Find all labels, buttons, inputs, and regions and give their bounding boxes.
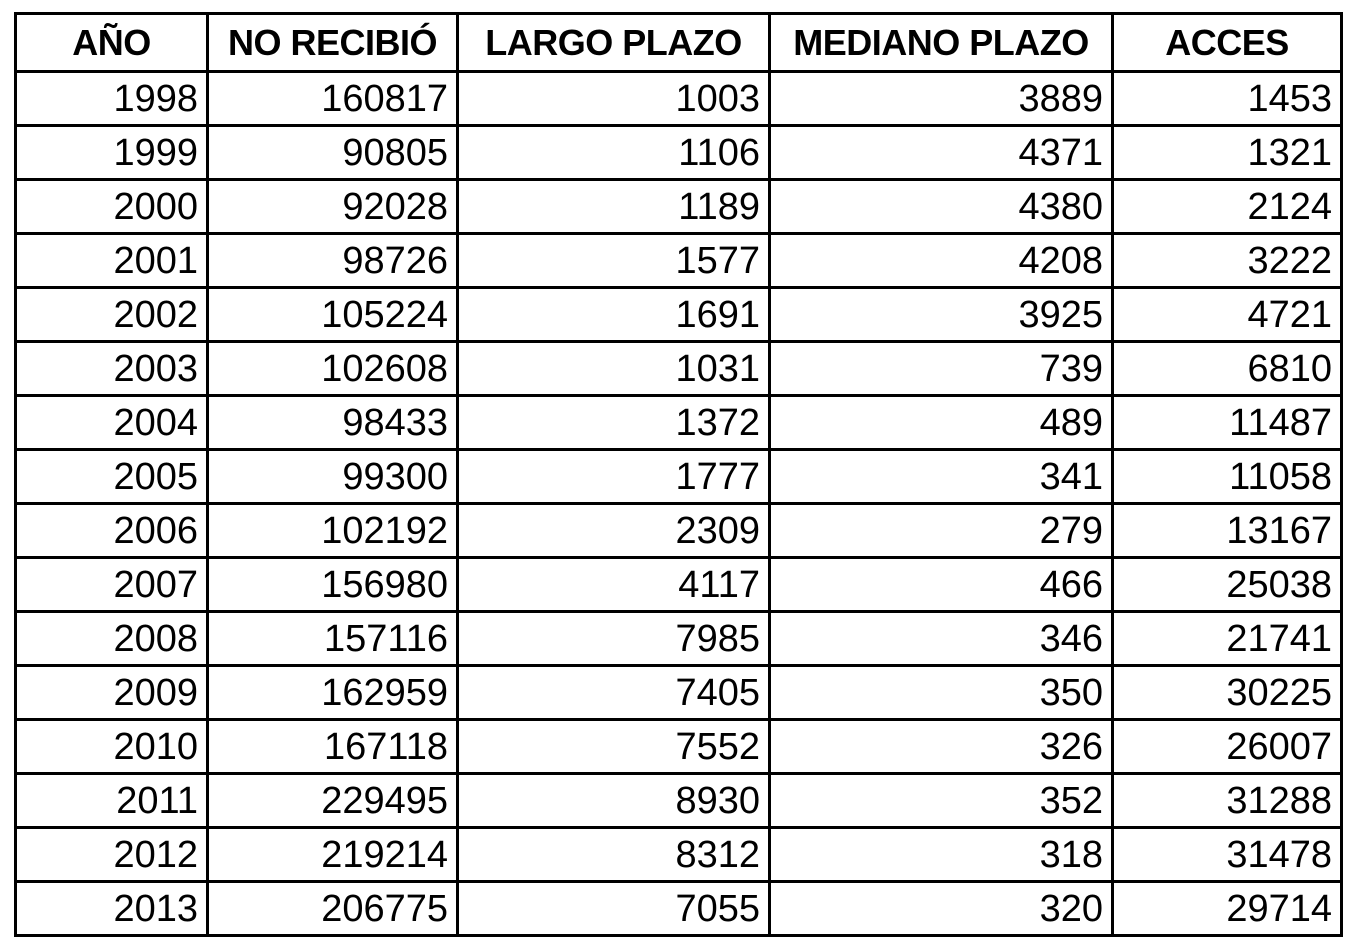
cell-largo-plazo: 1577	[458, 234, 770, 288]
cell-ano: 2005	[16, 450, 208, 504]
cell-largo-plazo: 7405	[458, 666, 770, 720]
column-header-mediano-plazo: MEDIANO PLAZO	[770, 14, 1113, 72]
cell-acces: 11487	[1113, 396, 1342, 450]
cell-largo-plazo: 1106	[458, 126, 770, 180]
cell-largo-plazo: 4117	[458, 558, 770, 612]
table-row	[16, 558, 1342, 612]
cell-no-recibio: 157116	[208, 612, 458, 666]
table-row	[16, 882, 1342, 936]
table-row	[16, 504, 1342, 558]
cell-mediano-plazo: 489	[770, 396, 1113, 450]
cell-no-recibio: 160817	[208, 72, 458, 126]
cell-no-recibio: 206775	[208, 882, 458, 936]
cell-largo-plazo: 1189	[458, 180, 770, 234]
cell-mediano-plazo: 326	[770, 720, 1113, 774]
cell-ano: 2008	[16, 612, 208, 666]
cell-acces: 1453	[1113, 72, 1342, 126]
cell-mediano-plazo: 739	[770, 342, 1113, 396]
table-row	[16, 828, 1342, 882]
cell-largo-plazo: 7055	[458, 882, 770, 936]
table-row	[16, 72, 1342, 126]
cell-ano: 1999	[16, 126, 208, 180]
cell-mediano-plazo: 4380	[770, 180, 1113, 234]
cell-largo-plazo: 1777	[458, 450, 770, 504]
data-table-container	[14, 12, 1340, 934]
cell-largo-plazo: 7552	[458, 720, 770, 774]
cell-mediano-plazo: 320	[770, 882, 1113, 936]
cell-ano: 2009	[16, 666, 208, 720]
cell-no-recibio: 162959	[208, 666, 458, 720]
cell-no-recibio: 92028	[208, 180, 458, 234]
table-row	[16, 126, 1342, 180]
cell-no-recibio: 102192	[208, 504, 458, 558]
cell-no-recibio: 102608	[208, 342, 458, 396]
cell-ano: 2004	[16, 396, 208, 450]
cell-ano: 2006	[16, 504, 208, 558]
cell-ano: 2001	[16, 234, 208, 288]
cell-largo-plazo: 1372	[458, 396, 770, 450]
cell-acces: 1321	[1113, 126, 1342, 180]
cell-mediano-plazo: 350	[770, 666, 1113, 720]
cell-ano: 2003	[16, 342, 208, 396]
table-row	[16, 720, 1342, 774]
table-row	[16, 450, 1342, 504]
cell-mediano-plazo: 4208	[770, 234, 1113, 288]
cell-largo-plazo: 8312	[458, 828, 770, 882]
table-body	[16, 72, 1342, 936]
cell-ano: 1998	[16, 72, 208, 126]
table-row	[16, 666, 1342, 720]
cell-mediano-plazo: 466	[770, 558, 1113, 612]
cell-ano: 2011	[16, 774, 208, 828]
cell-largo-plazo: 8930	[458, 774, 770, 828]
cell-mediano-plazo: 318	[770, 828, 1113, 882]
cell-largo-plazo: 1691	[458, 288, 770, 342]
cell-acces: 3222	[1113, 234, 1342, 288]
cell-acces: 11058	[1113, 450, 1342, 504]
data-table	[14, 12, 1343, 937]
cell-ano: 2002	[16, 288, 208, 342]
cell-mediano-plazo: 3925	[770, 288, 1113, 342]
cell-mediano-plazo: 3889	[770, 72, 1113, 126]
cell-mediano-plazo: 279	[770, 504, 1113, 558]
cell-mediano-plazo: 341	[770, 450, 1113, 504]
cell-ano: 2000	[16, 180, 208, 234]
table-row	[16, 180, 1342, 234]
cell-no-recibio: 229495	[208, 774, 458, 828]
cell-no-recibio: 156980	[208, 558, 458, 612]
cell-largo-plazo: 7985	[458, 612, 770, 666]
column-header-acces: ACCES	[1113, 14, 1342, 72]
cell-ano: 2012	[16, 828, 208, 882]
cell-ano: 2010	[16, 720, 208, 774]
cell-acces: 4721	[1113, 288, 1342, 342]
cell-mediano-plazo: 4371	[770, 126, 1113, 180]
header-row	[16, 14, 1342, 72]
cell-no-recibio: 219214	[208, 828, 458, 882]
table-row	[16, 396, 1342, 450]
table-row	[16, 288, 1342, 342]
cell-mediano-plazo: 352	[770, 774, 1113, 828]
cell-ano: 2007	[16, 558, 208, 612]
column-header-ano: AÑO	[16, 14, 208, 72]
table-row	[16, 234, 1342, 288]
cell-no-recibio: 167118	[208, 720, 458, 774]
cell-acces: 21741	[1113, 612, 1342, 666]
cell-acces: 31478	[1113, 828, 1342, 882]
cell-largo-plazo: 1003	[458, 72, 770, 126]
cell-acces: 31288	[1113, 774, 1342, 828]
cell-acces: 6810	[1113, 342, 1342, 396]
column-header-largo-plazo: LARGO PLAZO	[458, 14, 770, 72]
cell-no-recibio: 105224	[208, 288, 458, 342]
cell-largo-plazo: 1031	[458, 342, 770, 396]
table-row	[16, 342, 1342, 396]
cell-ano: 2013	[16, 882, 208, 936]
cell-no-recibio: 99300	[208, 450, 458, 504]
cell-acces: 2124	[1113, 180, 1342, 234]
cell-acces: 30225	[1113, 666, 1342, 720]
cell-acces: 13167	[1113, 504, 1342, 558]
column-header-no-recibio: NO RECIBIÓ	[208, 14, 458, 72]
cell-acces: 26007	[1113, 720, 1342, 774]
table-row	[16, 774, 1342, 828]
cell-acces: 29714	[1113, 882, 1342, 936]
cell-mediano-plazo: 346	[770, 612, 1113, 666]
cell-no-recibio: 98433	[208, 396, 458, 450]
cell-largo-plazo: 2309	[458, 504, 770, 558]
cell-no-recibio: 98726	[208, 234, 458, 288]
table-header	[16, 14, 1342, 72]
cell-acces: 25038	[1113, 558, 1342, 612]
table-row	[16, 612, 1342, 666]
cell-no-recibio: 90805	[208, 126, 458, 180]
